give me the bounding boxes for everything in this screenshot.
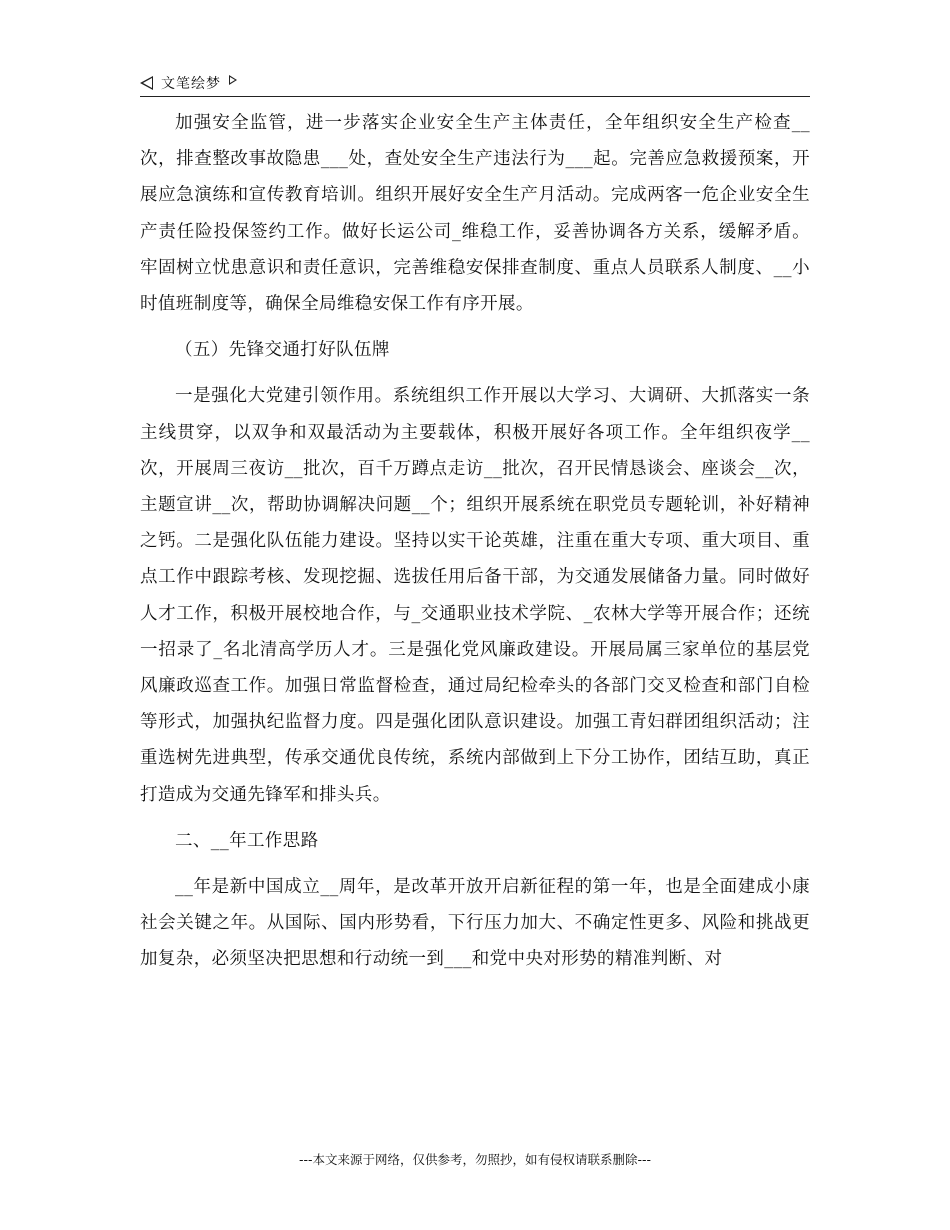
page-header xyxy=(140,70,810,97)
paragraph-work-ideas: __年是新中国成立__周年，是改革开放开启新征程的第一年，也是全面建成小康社会关键之年。从国际、国内形势看，下行压力加大、不确定性更多、风险和挑战更加复杂，必须坚决把思想和行动统一到___和党中央对形势的精准判断、对 xyxy=(140,877,810,970)
brand-name: 文笔绘梦 xyxy=(161,76,221,92)
triangle-left-icon xyxy=(140,76,153,90)
section-heading-team: （五）先锋交通打好队伍牌 xyxy=(175,340,390,361)
paragraph-party-building: 一是强化大党建引领作用。系统组织工作开展以大学习、大调研、大抓落实一条主线贯穿，以双争和双最活动为主要载体，积极开展好各项工作。全年组织夜学__次，开展周三夜访__批次，百千万蹲点走访__批次，召开民情恳谈会、座谈会__次，主题宣讲__次，帮助协调解决问题__个；组织开展系统在职党员专题轮训，补好精神之钙。二是强化队伍能力建设。坚持以实干论英雄，注重在重大专项、重大项目、重点工作中跟踪考核、发现挖掘、选拔任用后备干部，为交通发展储备力量。同时做好人才工作，积极开展校地合作，与_交通职业技术学院、_农林大学等开展合作；还统一招录了_名北清高学历人才。三是强化党风廉政建设。开展局属三家单位的基层党风廉政巡查工作。加强日常监督检查，通过局纪检牵头的各部门交叉检查和部门自检等形式，加强执纪监督力度。四是强化团队意识建设。加强工青妇群团组织活动；注重选树先进典型，传承交通优良传统，系统内部做到上下分工协作，团结互助，真正打造成为交通先锋军和排头兵。 xyxy=(140,386,810,805)
paragraph-safety: 加强安全监管，进一步落实企业安全生产主体责任，全年组织安全生产检查__次，排查整改事故隐患___处，查处安全生产违法行为___起。完善应急救援预案，开展应急演练和宣传教育培训。组织开展好安全生产月活动。完成两客一危企业安全生产责任险投保签约工作。做好长运公司_维稳工作，妥善协调各方关系，缓解矛盾。牢固树立忧患意识和责任意识，完善维稳安保排查制度、重点人员联系人制度、__小时值班制度等，确保全局维稳安保工作有序开展。 xyxy=(140,113,810,315)
section-heading-work-ideas: 二、__年工作思路 xyxy=(175,830,319,851)
footer-notice: ---本文来源于网络，仅供参考，勿照抄，如有侵权请联系删除--- xyxy=(298,1152,652,1167)
triangle-right-icon xyxy=(229,75,237,85)
document-body xyxy=(140,105,810,978)
